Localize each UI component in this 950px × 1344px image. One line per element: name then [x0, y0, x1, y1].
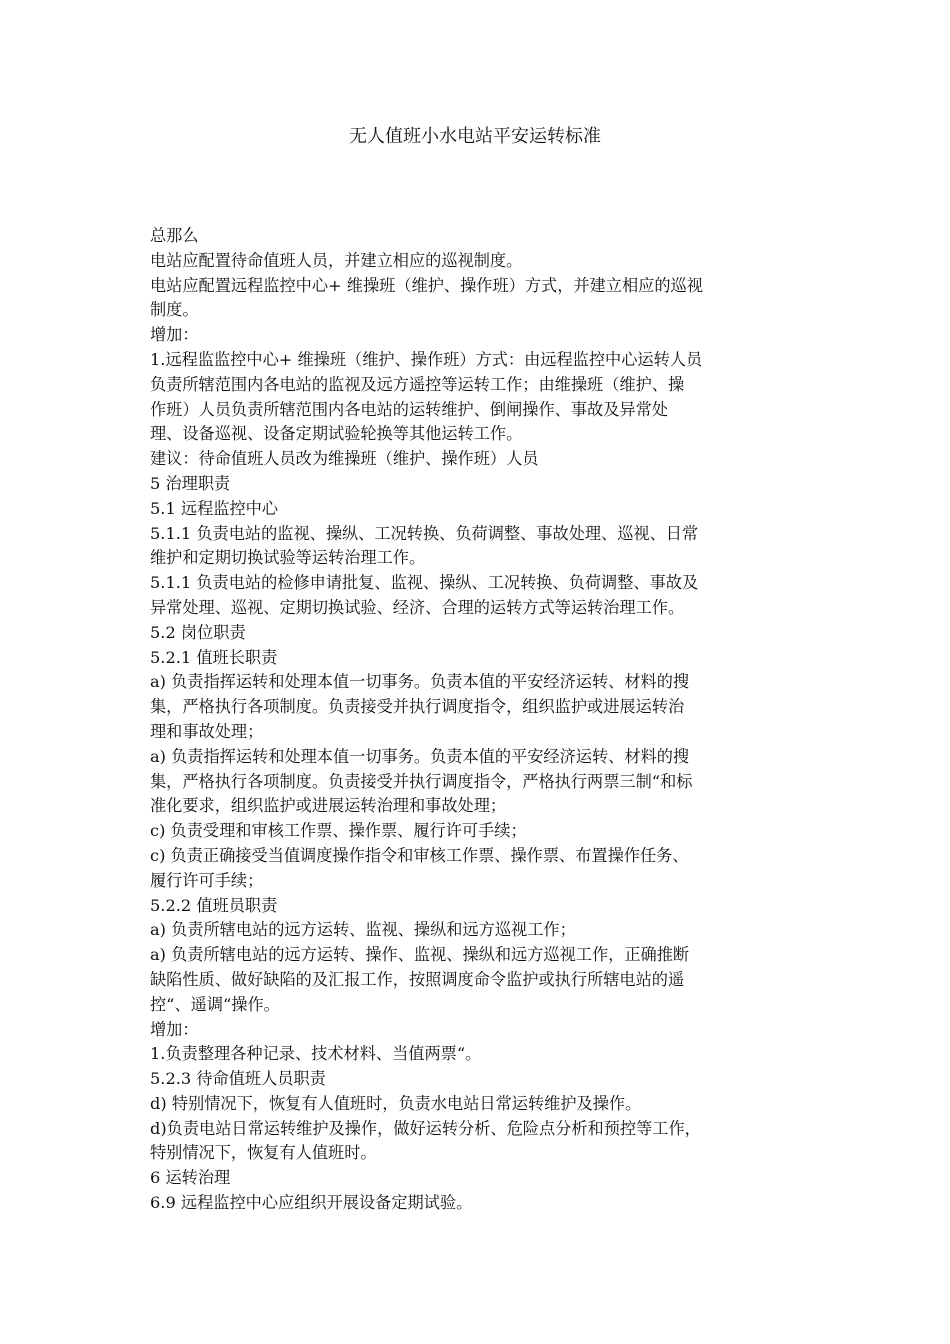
section-heading: 5 治理职责 — [150, 473, 231, 493]
text-line: a) 负责所辖电站的远方运转、操作、监视、操纵和远方巡视工作，正确推断 — [150, 945, 690, 965]
text-line: 负责所辖范围内各电站的监视及远方遥控等运转工作；由维操班（维护、操 — [150, 374, 685, 394]
text-line: 增加： — [150, 1019, 199, 1039]
text-line: 1.远程监监控中心+ 维操班（维护、操作班）方式：由远程监控中心运转人员 — [150, 349, 703, 369]
text-line: 理、设备巡视、设备定期试验轮换等其他运转工作。 — [150, 424, 523, 444]
text-line: 6.9 远程监控中心应组织开展设备定期试验。 — [150, 1193, 473, 1213]
text-line: a) 负责指挥运转和处理本值一切事务。负责本值的平安经济运转、材料的搜 — [150, 746, 690, 766]
text-line: c) 负责受理和审核工作票、操作票、履行许可手续； — [150, 821, 527, 841]
text-line: a) 负责指挥运转和处理本值一切事务。负责本值的平安经济运转、材料的搜 — [150, 672, 690, 692]
text-line: 缺陷性质、做好缺陷的及汇报工作，按照调度命令监护或执行所辖电站的遥 — [150, 969, 685, 989]
section-heading: 5.1 远程监控中心 — [150, 498, 279, 518]
text-line: 特别情况下，恢复有人值班时。 — [150, 1143, 377, 1163]
text-line: 增加： — [150, 325, 199, 345]
text-line: 1.负责整理各种记录、技术材料、当值两票“。 — [150, 1044, 482, 1064]
section-heading: 5.2.3 待命值班人员职责 — [150, 1069, 326, 1089]
text-line: 集，严格执行各项制度。负责接受并执行调度指令，严格执行两票三制“和标 — [150, 771, 693, 791]
text-line: d) 特别情况下，恢复有人值班时，负责水电站日常运转维护及操作。 — [150, 1093, 642, 1113]
text-line: 控“、遥调“操作。 — [150, 994, 280, 1014]
text-line: d)负责电站日常运转维护及操作，做好运转分析、危险点分析和预控等工作， — [150, 1118, 701, 1138]
document-title: 无人值班小水电站平安运转标准 — [349, 126, 601, 147]
text-line: 制度。 — [150, 300, 199, 320]
text-line: 电站应配置待命值班人员，并建立相应的巡视制度。 — [150, 250, 523, 270]
section-heading: 5.2.1 值班长职责 — [150, 647, 278, 667]
text-line: 建议：待命值班人员改为维操班（维护、操作班）人员 — [150, 449, 539, 469]
text-line: 履行许可手续； — [150, 870, 264, 890]
text-line: 准化要求，组织监护或进展运转治理和事故处理； — [150, 796, 507, 816]
text-line: a) 负责所辖电站的远方运转、监视、操纵和远方巡视工作； — [150, 920, 576, 940]
text-line: 总那么 — [150, 226, 199, 245]
text-line: 5.1.1 负责电站的监视、操纵、工况转换、负荷调整、事故处理、巡视、日常 — [150, 523, 699, 543]
text-line: 作班）人员负责所辖范围内各电站的运转维护、倒闸操作、事故及异常处 — [150, 399, 668, 419]
section-heading: 5.2.2 值班员职责 — [150, 895, 278, 915]
text-line: 5.1.1 负责电站的检修申请批复、监视、操纵、工况转换、负荷调整、事故及 — [150, 573, 699, 593]
text-line: 理和事故处理； — [150, 721, 264, 741]
text-line: 集，严格执行各项制度。负责接受并执行调度指令，组织监护或进展运转治 — [150, 697, 685, 717]
text-line: c) 负责正确接受当值调度操作指令和审核工作票、操作票、布置操作任务、 — [150, 845, 689, 865]
text-line: 维护和定期切换试验等运转治理工作。 — [150, 548, 426, 568]
text-line: 电站应配置远程监控中心+ 维操班（维护、操作班）方式，并建立相应的巡视 — [150, 275, 703, 295]
section-heading: 5.2 岗位职责 — [150, 622, 246, 642]
section-heading: 6 运转治理 — [150, 1168, 231, 1188]
document-body — [150, 224, 805, 1216]
text-line: 异常处理、巡视、定期切换试验、经济、合理的运转方式等运转治理工作。 — [150, 597, 685, 617]
